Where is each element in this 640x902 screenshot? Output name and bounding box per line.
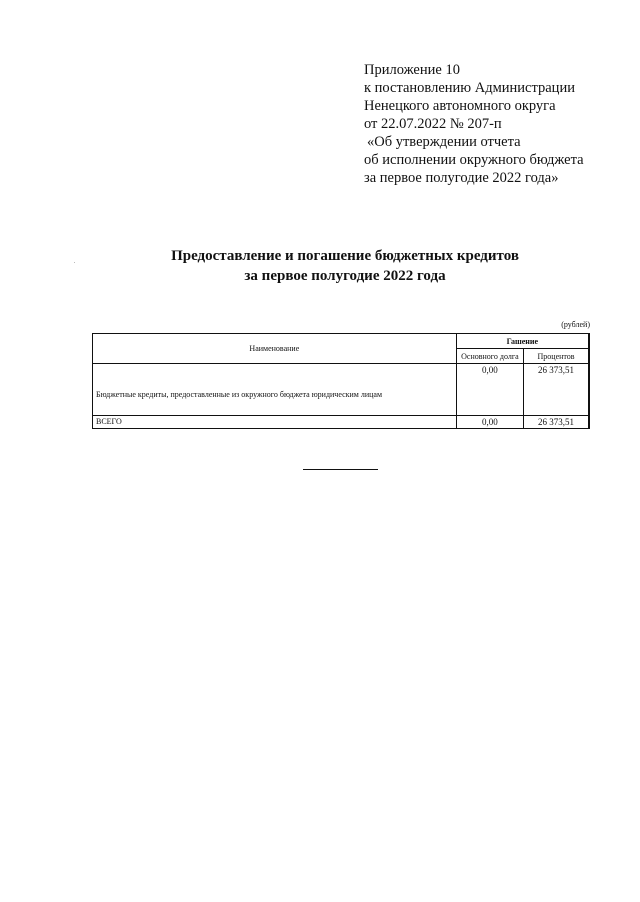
header-name: Наименование: [93, 334, 457, 364]
appendix-number: Приложение 10: [364, 62, 460, 78]
total-row: [93, 416, 590, 429]
document-title: [60, 246, 630, 286]
header-principal: Основного долга: [456, 349, 523, 364]
header-interest: Процентов: [524, 349, 589, 364]
appendix-resolution-title-1: «Об утверждении отчета: [367, 134, 521, 150]
total-label: ВСЕГО: [93, 416, 457, 429]
appendix-resolution-ref: к постановлению Администрации: [364, 80, 575, 96]
row-principal: 0,00: [456, 364, 523, 416]
appendix-resolution-title-2: об исполнении окружного бюджета: [364, 152, 584, 168]
appendix-date-number: от 22.07.2022 № 207-п: [364, 116, 502, 132]
units-label: (рублей): [561, 320, 590, 329]
total-interest: 26 373,51: [524, 416, 589, 429]
appendix-region: Ненецкого автономного округа: [364, 98, 556, 114]
document-title-line-1: Предоставление и погашение бюджетных кредитов: [171, 248, 519, 264]
row-interest: 26 373,51: [524, 364, 589, 416]
total-principal: 0,00: [456, 416, 523, 429]
appendix-header: [364, 61, 634, 187]
row-name: Бюджетные кредиты, предоставленные из окружного бюджета юридическим лицам: [93, 364, 457, 416]
budget-credits-table: [92, 333, 590, 429]
header-repayment: Гашение: [456, 334, 589, 349]
closing-divider: [303, 469, 378, 470]
table-row: [93, 364, 590, 416]
appendix-resolution-title-3: за первое полугодие 2022 года»: [364, 170, 559, 186]
document-title-line-2: за первое полугодие 2022 года: [244, 268, 446, 284]
